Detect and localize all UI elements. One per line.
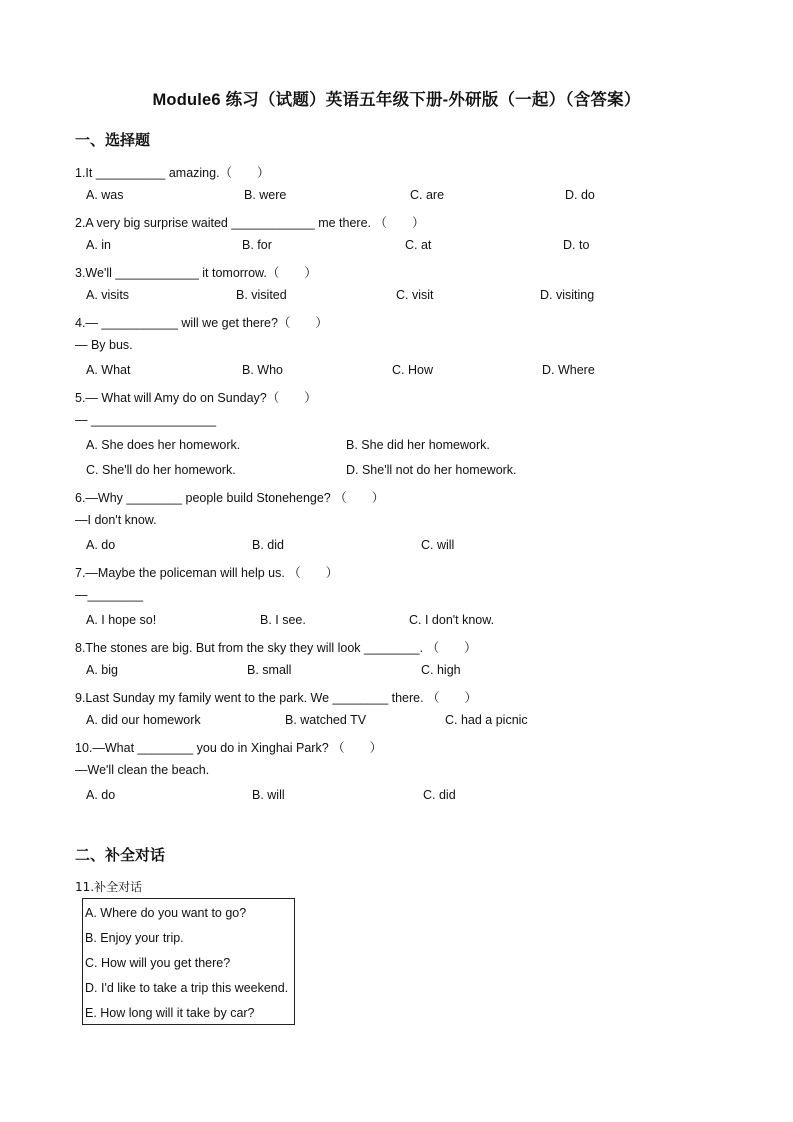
question-4-reply: — By bus. xyxy=(75,338,133,352)
question-4-option-a: A. What xyxy=(86,363,131,377)
question-6-option-a: A. do xyxy=(86,538,116,552)
dialogue-option-e: E. How long will it take by car? xyxy=(85,1006,255,1020)
section-heading-dialogue: 二、补全对话 xyxy=(75,847,166,864)
question-10-option-c: C. did xyxy=(423,788,456,802)
section-heading-choice: 一、选择题 xyxy=(75,132,151,149)
question-8-option-b: B. small xyxy=(247,663,292,677)
question-4-option-c: C. How xyxy=(392,363,433,377)
question-6-stem: 6.—Why ________ people build Stonehenge? （ ） xyxy=(75,491,385,505)
question-7-option-c: C. I don't know. xyxy=(409,613,495,627)
question-5-option-d: D. She'll not do her homework. xyxy=(346,463,517,477)
question-9-stem: 9.Last Sunday my family went to the park. We ________ there. （ ） xyxy=(75,691,478,705)
question-10-option-a: A. do xyxy=(86,788,116,802)
question-1-stem: 1.It __________ amazing.（ ） xyxy=(75,166,270,180)
question-10-option-b: B. will xyxy=(252,788,285,802)
question-2-option-c: C. at xyxy=(405,238,432,252)
dialogue-option-b: B. Enjoy your trip. xyxy=(85,931,184,945)
question-5-option-a: A. She does her homework. xyxy=(86,438,241,452)
dialogue-options-box xyxy=(82,898,295,1025)
question-4-stem: 4.— ___________ will we get there?（ ） xyxy=(75,316,328,330)
question-1-option-b: B. were xyxy=(244,188,287,202)
question-2-stem: 2.A very big surprise waited ____________ me there. （ ） xyxy=(75,216,425,230)
question-9-option-c: C. had a picnic xyxy=(445,713,528,727)
question-8-option-c: C. high xyxy=(421,663,461,677)
question-6-option-c: C. will xyxy=(421,538,455,552)
question-1-option-a: A. was xyxy=(86,188,124,202)
question-5-stem: 5.— What will Amy do on Sunday?（ ） xyxy=(75,391,317,405)
question-8-stem: 8.The stones are big. But from the sky they will look ________. （ ） xyxy=(75,641,477,655)
question-3-stem: 3.We'll ____________ it tomorrow.（ ） xyxy=(75,266,317,280)
dialogue-option-c: C. How will you get there? xyxy=(85,956,231,970)
question-5-option-b: B. She did her homework. xyxy=(346,438,490,452)
question-6-reply: —I don't know. xyxy=(75,513,157,527)
question-2-option-a: A. in xyxy=(86,238,112,252)
question-5-reply: — __________________ xyxy=(75,413,217,427)
question-7-stem: 7.—Maybe the policeman will help us. （ ） xyxy=(75,566,339,580)
question-10-reply: —We'll clean the beach. xyxy=(75,763,210,777)
question-9-option-a: A. did our homework xyxy=(86,713,201,727)
question-8-option-a: A. big xyxy=(86,663,118,677)
question-4-option-d: D. Where xyxy=(542,363,595,377)
question-2-option-d: D. to xyxy=(563,238,590,252)
question-9-option-b: B. watched TV xyxy=(285,713,367,727)
question-6-option-b: B. did xyxy=(252,538,284,552)
page-title: Module6 练习（试题）英语五年级下册-外研版（一起）（含答案） xyxy=(152,91,641,109)
question-7-option-a: A. I hope so! xyxy=(86,613,157,627)
question-1-option-c: C. are xyxy=(410,188,445,202)
dialogue-option-d: D. I'd like to take a trip this weekend. xyxy=(85,981,289,995)
dialogue-option-a: A. Where do you want to go? xyxy=(85,906,247,920)
question-3-option-b: B. visited xyxy=(236,288,287,302)
question-3-option-a: A. visits xyxy=(86,288,130,302)
question-3-option-d: D. visiting xyxy=(540,288,595,302)
question-3-option-c: C. visit xyxy=(396,288,434,302)
question-5-option-c: C. She'll do her homework. xyxy=(86,463,236,477)
question-7-option-b: B. I see. xyxy=(260,613,306,627)
question-4-option-b: B. Who xyxy=(242,363,283,377)
question-11-stem: 11.补全对话 xyxy=(75,880,143,894)
question-10-stem: 10.—What ________ you do in Xinghai Park? （ ） xyxy=(75,741,383,755)
question-1-option-d: D. do xyxy=(565,188,595,202)
question-7-reply: —________ xyxy=(75,588,144,602)
question-2-option-b: B. for xyxy=(242,238,272,252)
